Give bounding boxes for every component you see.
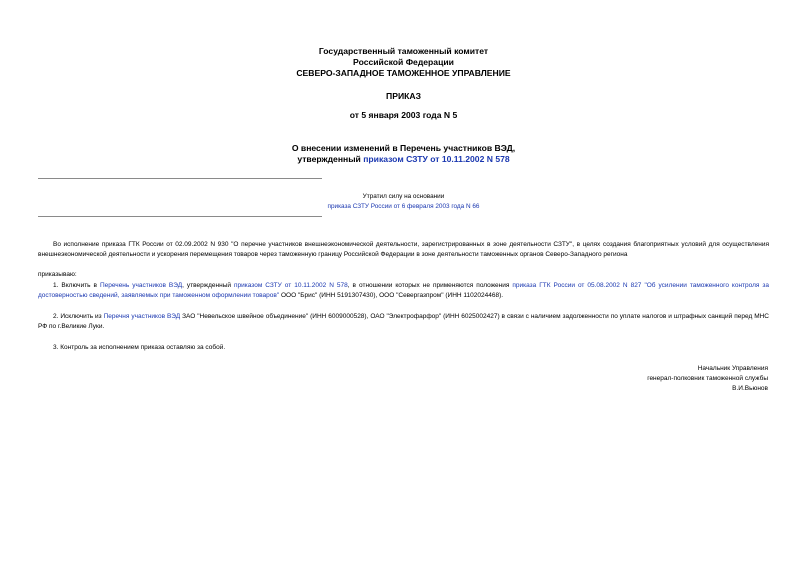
preamble-paragraph: Во исполнение приказа ГТК России от 02.09.2002 N 930 "О перечне участников внешнеэкономической деятельности, зарегистрированных в зоне деятельности СЗТУ", в целях создания благоприятных условий для осуществления внешнеэкономической деятельности и ускорения перемещения товаров через таможенную границу Российской Федерации в зоне деятельности таможенных органов Северо-Западного региона bbox=[38, 241, 769, 259]
divider-bottom bbox=[38, 216, 322, 217]
document-subject-line-2 bbox=[0, 154, 807, 164]
document-type: ПРИКАЗ bbox=[386, 91, 421, 101]
item-3-paragraph: 3. Контроль за исполнением приказа оставляю за собой. bbox=[53, 344, 226, 351]
item-2-paragraph bbox=[38, 312, 769, 332]
item-1-text: , утвержденный bbox=[182, 282, 234, 289]
status-note-link-line bbox=[0, 203, 807, 211]
signature-rank: генерал-полковник таможенной службы bbox=[647, 375, 768, 382]
order-word: приказываю: bbox=[38, 271, 77, 278]
item-2-text: 2. Исключить из bbox=[53, 313, 104, 320]
signature-name: В.И.Вьюнов bbox=[732, 385, 768, 392]
item-1-paragraph bbox=[38, 281, 769, 301]
participants-list-link-2[interactable]: Перечня участников ВЭД bbox=[103, 313, 181, 320]
item-1-text: ООО "Брис" (ИНН 5191307430), ООО "Севергазпром" (ИНН 1102024468). bbox=[279, 292, 504, 300]
gtk-order-827-link[interactable]: приказа ГТК России от 05.08.2002 N 827 bbox=[512, 282, 642, 289]
gtk-order-827-title-link[interactable]: "Об усилении таможенного контроля за достоверностью сведений, заявляемых при таможенном оформлении товаров" bbox=[38, 282, 770, 300]
item-1-text: , в отношении которых не применяются положения bbox=[347, 282, 513, 289]
org-name-line-1: Государственный таможенный комитет bbox=[318, 46, 489, 56]
szt-order-578-link[interactable]: приказом СЗТУ от 10.11.2002 N 578 bbox=[234, 282, 348, 289]
status-note-text: Утратил силу на основании bbox=[362, 193, 445, 200]
org-name-line-2: Российской Федерации bbox=[353, 57, 454, 67]
participants-list-link[interactable]: Перечень участников ВЭД bbox=[100, 282, 183, 289]
subject-text: утвержденный bbox=[297, 154, 364, 164]
org-name-line-3: СЕВЕРО-ЗАПАДНОЕ ТАМОЖЕННОЕ УПРАВЛЕНИЕ bbox=[296, 68, 511, 78]
divider-top bbox=[38, 178, 322, 179]
signature-position: Начальник Управления bbox=[697, 365, 768, 372]
document-subject-line-1: О внесении изменений в Перечень участников ВЭД, bbox=[291, 143, 516, 153]
subject-order-link[interactable]: приказом СЗТУ от 10.11.2002 N 578 bbox=[363, 154, 510, 164]
item-2-text: ЗАО "Невельское швейное объединение" (ИНН 6009000528), ОАО "Электрофарфор" (ИНН 6025002427) в связи с наличием задолженности по уплате налогов и штрафных санкций перед МНС РФ по г.Великие Луки. bbox=[38, 313, 769, 331]
repeal-order-link[interactable]: приказа СЗТУ России от 6 февраля 2003 года N 66 bbox=[327, 203, 480, 210]
document-date-number: от 5 января 2003 года N 5 bbox=[349, 110, 458, 120]
item-1-text: 1. Включить в bbox=[53, 282, 100, 289]
